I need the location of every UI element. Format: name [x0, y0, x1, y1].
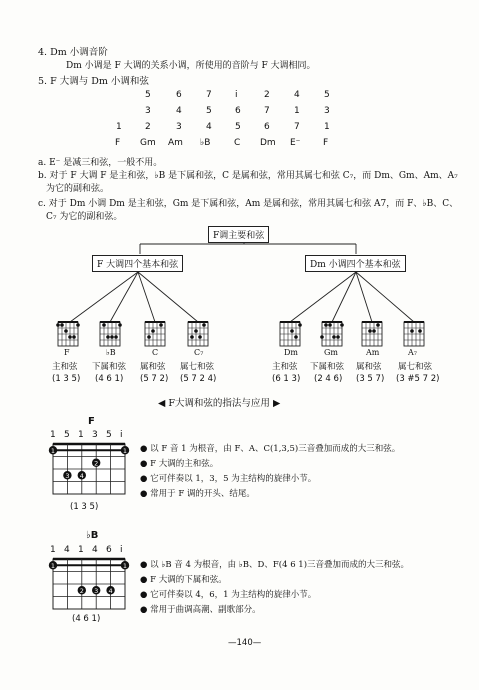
string-note: 1 [78, 545, 84, 555]
fingering-title: F大调和弦的指法与应用 [168, 398, 270, 409]
finger-dot [147, 335, 151, 339]
big-chord-diagram-f [49, 444, 129, 494]
table-cell: 5 [235, 122, 241, 132]
table-cell: 5 [145, 90, 151, 100]
finger-dot [190, 335, 194, 339]
finger-dot [102, 323, 106, 327]
finger-number: 3 [94, 587, 99, 596]
chord-name-cell: ♭B [200, 138, 211, 148]
finger-dot [298, 323, 302, 327]
table-cell: 7 [206, 90, 212, 100]
chord-name: Gm [324, 348, 338, 357]
bb-bullet: ● 常用于曲调高潮、副歌部分。 [140, 605, 261, 615]
chord-diagram-bb [100, 322, 122, 346]
table-cell: 4 [294, 90, 300, 100]
finger-dot [294, 335, 298, 339]
chord-notes: (5 7 2) [140, 374, 169, 384]
table-cell: 4 [176, 106, 182, 116]
finger-dot [56, 323, 60, 327]
finger-dot [368, 329, 372, 333]
chord-name-cell: Am [168, 138, 183, 148]
string-note: 4 [92, 545, 98, 555]
table-cell: 4 [206, 122, 212, 132]
string-note: 1 [78, 430, 84, 440]
string-note: 1 [50, 545, 56, 555]
table-cell: 7 [294, 122, 300, 132]
finger-dot [376, 323, 380, 327]
string-note: 4 [64, 545, 70, 555]
chord-diagram-gm [320, 322, 344, 346]
bb-chord-name: ♭B [86, 530, 99, 541]
chord-notes: (4 6 1) [95, 374, 124, 384]
chord-role: 属和弦 [140, 362, 166, 372]
f-chord-notes: (1 3 5) [70, 502, 99, 512]
finger-dot [324, 323, 328, 327]
chord-role: 主和弦 [52, 362, 78, 372]
finger-dot [68, 335, 72, 339]
chord-name-cell: F [323, 138, 329, 148]
table-cell: 1 [116, 122, 122, 132]
chord-notes: (2 4 6) [314, 374, 343, 384]
chord-role: 属七和弦 [398, 362, 433, 372]
tree-right-node: Dm 小调四个基本和弦 [305, 255, 406, 272]
chord-name-cell: Dm [260, 138, 276, 148]
chord-name: C [152, 348, 159, 357]
note-a: a. E⁻ 是减三和弦，一般不用。 [38, 158, 163, 168]
finger-number: 1 [122, 562, 128, 571]
bb-chord-notes: (4 6 1) [72, 614, 101, 624]
chord-role: 主和弦 [272, 362, 298, 372]
string-note: 6 [106, 545, 112, 555]
table-cell: i [235, 90, 238, 100]
finger-dot [110, 335, 114, 339]
left-arrow-icon: ◀ [158, 398, 166, 409]
finger-dot [290, 329, 294, 333]
finger-number: 2 [94, 459, 99, 468]
chord-name: Am [366, 348, 380, 357]
chord-name: A₇ [408, 348, 417, 357]
table-cell: 6 [176, 90, 182, 100]
table-cell: 3 [324, 106, 330, 116]
finger-dot [72, 335, 76, 339]
table-cell: 6 [235, 106, 241, 116]
finger-dot [340, 323, 344, 327]
note-c-line2: C₇ 为它的副和弦。 [46, 212, 123, 222]
finger-dot [410, 329, 414, 333]
chord-diagram-c [145, 322, 165, 346]
chord-diagram-f [56, 322, 80, 346]
finger-dot [332, 335, 336, 339]
big-chord-diagram-bb [49, 559, 129, 609]
dm-scale-description: Dm 小调是 F 大调的关系小调，所使用的音阶与 F 大调相同。 [66, 61, 316, 71]
bb-bullet: ● 以 ♭B 音 4 为根音，由 ♭B、D、F(4 6 1)三音叠加而成的大三和弦。 [140, 560, 410, 570]
dm-scale-title: 4. Dm 小调音阶 [38, 47, 108, 58]
finger-dot [202, 323, 206, 327]
chord-diagram-dm [280, 322, 302, 346]
right-arrow-icon: ▶ [272, 398, 281, 409]
tree-left-node: F 大调四个基本和弦 [92, 255, 183, 272]
f-bullet: ● 以 F 音 1 为根音，由 F、A、C(1,3,5)三音叠加而成的大三和弦。 [140, 444, 401, 454]
chord-name-cell: E⁻ [290, 138, 301, 148]
bb-bullet: ● F 大调的下属和弦。 [140, 575, 227, 585]
table-cell: 5 [324, 90, 330, 100]
finger-number: 4 [108, 587, 113, 596]
note-b-line1: b. 对于 F 大调 F 是主和弦，♭B 是下属和弦，C 是属和弦，常用其属七和弦 C₇，而 Dm、Gm、Am、A₇ [38, 171, 458, 181]
chord-name: C₇ [194, 348, 204, 357]
chord-notes: (1 3 5) [52, 374, 81, 384]
chords-title: 5. F 大调与 Dm 小调和弦 [38, 76, 149, 87]
note-c-line1: c. 对于 Dm 小调 Dm 是主和弦，Gm 是下属和弦，Am 是属和弦，常用其属七和弦 A7，而 F、♭B、C、 [38, 199, 459, 209]
string-note: 1 [50, 430, 56, 440]
finger-dot [328, 323, 332, 327]
finger-dot [198, 335, 202, 339]
chord-diagram-c7 [188, 322, 208, 346]
finger-dot [151, 329, 155, 333]
string-note: i [120, 545, 123, 555]
finger-number: 2 [79, 587, 84, 596]
table-cell: 6 [264, 122, 270, 132]
finger-number: 1 [50, 447, 56, 456]
chord-name-cell: C [234, 138, 241, 148]
f-bullet: ● 常用于 F 调的开头、结尾。 [140, 489, 255, 499]
chord-role: 下属和弦 [310, 362, 345, 372]
finger-number: 4 [79, 472, 84, 481]
table-cell: 3 [176, 122, 182, 132]
table-cell: 1 [294, 106, 300, 116]
finger-dot [114, 335, 118, 339]
table-cell: 7 [264, 106, 270, 116]
f-chord-name: F [88, 416, 95, 427]
string-note: i [120, 430, 123, 440]
f-bullet: ● 它可伴奏以 1，3，5 为主结构的旋律小节。 [140, 474, 317, 484]
finger-dot [418, 329, 422, 333]
chord-notes: (5 7 2 4) [180, 374, 217, 384]
string-note: 5 [64, 430, 70, 440]
table-cell: 2 [264, 90, 270, 100]
chord-role: 属七和弦 [180, 362, 215, 372]
finger-number: 1 [50, 562, 56, 571]
finger-dot [320, 335, 324, 339]
chord-notes: (6 1 3) [272, 374, 301, 384]
chord-name: Dm [284, 348, 298, 357]
finger-dot [372, 329, 376, 333]
fingering-header [158, 395, 280, 409]
f-bullet: ● F 大调的主和弦。 [140, 459, 219, 469]
chord-name: F [64, 348, 70, 357]
page-number: —140— [228, 638, 262, 648]
chord-notes: (3 #5 7 2) [396, 374, 440, 384]
finger-dot [336, 335, 340, 339]
table-cell: 5 [206, 106, 212, 116]
table-cell: 3 [145, 106, 151, 116]
string-note: 3 [92, 430, 98, 440]
chord-diagram-a7 [404, 322, 424, 346]
finger-number: 1 [122, 447, 128, 456]
table-cell: 1 [324, 122, 330, 132]
chord-notes: (3 5 7) [356, 374, 385, 384]
chord-name-cell: F [115, 138, 121, 148]
chord-role: 属和弦 [356, 362, 382, 372]
chord-diagram-am [362, 322, 382, 346]
chord-name: ♭B [106, 348, 116, 357]
string-note: 5 [106, 430, 112, 440]
finger-number: 3 [65, 472, 70, 481]
tree-root-label: F调主要和弦 [208, 226, 269, 243]
table-cell: 2 [145, 122, 151, 132]
finger-dot [118, 323, 122, 327]
finger-dot [60, 323, 64, 327]
finger-dot [159, 323, 163, 327]
finger-dot [194, 329, 198, 333]
chord-role: 下属和弦 [92, 362, 127, 372]
finger-dot [64, 329, 68, 333]
finger-dot [106, 335, 110, 339]
note-b-line2: 为它的副和弦。 [46, 184, 110, 194]
bb-bullet: ● 它可伴奏以 4，6，1 为主结构的旋律小节。 [140, 590, 317, 600]
chord-name-cell: Gm [140, 138, 156, 148]
finger-dot [76, 323, 80, 327]
